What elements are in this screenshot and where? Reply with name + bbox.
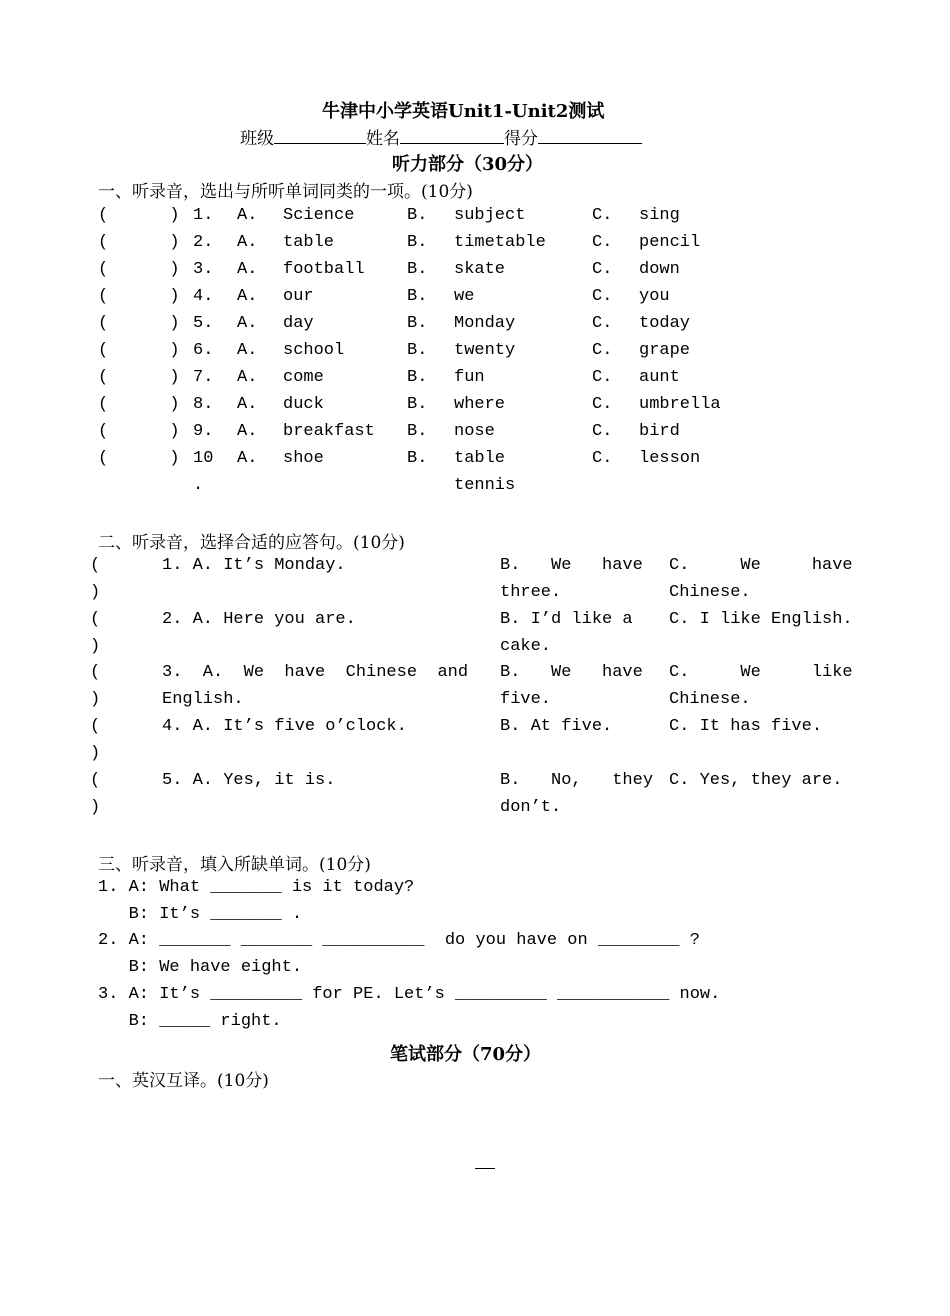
answer-paren-open: (: [90, 663, 101, 682]
option-letter: B.: [407, 314, 428, 333]
question-number: 4.: [193, 287, 214, 306]
option-letter: C.: [592, 422, 613, 441]
option-b: B. I’d like a: [500, 610, 633, 629]
option-letter: C.: [592, 260, 613, 279]
student-info-line: [240, 124, 642, 149]
option-letter: A.: [237, 287, 258, 306]
option-a: school: [283, 341, 345, 360]
answer-paren-open: (: [90, 717, 101, 736]
option-b: we: [454, 287, 475, 306]
question-number: 5.: [193, 314, 214, 333]
option-letter: A.: [237, 368, 258, 387]
section3-line-6: B: _____ right.: [98, 1012, 282, 1031]
class-blank[interactable]: [274, 127, 366, 144]
option-c: aunt: [639, 368, 680, 387]
option-c: today: [639, 314, 691, 333]
answer-paren-close: ): [90, 637, 101, 656]
option-b: B. We have: [500, 663, 643, 682]
option-letter: C.: [592, 233, 613, 252]
option-c: you: [639, 287, 670, 306]
option-a: duck: [283, 395, 324, 414]
option-c: pencil: [639, 233, 701, 252]
option-letter: C.: [592, 314, 613, 333]
option-letter: B.: [407, 368, 428, 387]
answer-paren-close: ): [90, 798, 101, 817]
question-number: 1.: [193, 206, 214, 225]
option-c: bird: [639, 422, 680, 441]
footer-dash: [475, 1168, 495, 1169]
option-a: football: [283, 260, 365, 279]
answer-paren: ( ): [98, 260, 180, 279]
class-label: 班级: [240, 129, 274, 149]
option-b-cont: don’t.: [500, 798, 562, 817]
option-b: B. No, they: [500, 771, 654, 790]
option-b: B. At five.: [500, 717, 613, 736]
option-c: sing: [639, 206, 680, 225]
option-letter: A.: [237, 260, 258, 279]
option-letter: C.: [592, 395, 613, 414]
option-c: down: [639, 260, 680, 279]
option-a: 5. A. Yes, it is.: [162, 771, 336, 790]
option-b: timetable: [454, 233, 546, 252]
question-number-cont: .: [193, 476, 204, 495]
option-a: 2. A. Here you are.: [162, 610, 356, 629]
section3-line-5: 3. A: It’s _________ for PE. Let’s _________ ___________ now.: [98, 985, 721, 1004]
option-b: subject: [454, 206, 526, 225]
answer-paren-close: ): [90, 583, 101, 602]
answer-paren: ( ): [98, 287, 180, 306]
option-c: grape: [639, 341, 691, 360]
option-a: shoe: [283, 449, 324, 468]
section3-line-1: 1. A: What _______ is it today?: [98, 878, 415, 897]
written-heading: 一、英汉互译。(10分): [98, 1071, 269, 1091]
option-a: 4. A. It’s five o’clock.: [162, 717, 407, 736]
option-letter: A.: [237, 395, 258, 414]
answer-paren-close: ): [90, 744, 101, 763]
option-a: day: [283, 314, 314, 333]
option-c: C. We have: [669, 556, 853, 575]
option-b-cont: five.: [500, 690, 552, 709]
written-title: 笔试部分（70分）: [390, 1044, 542, 1065]
section3-heading: 三、听录音，填入所缺单词。(10分): [98, 855, 371, 875]
option-c: lesson: [639, 449, 701, 468]
option-b: fun: [454, 368, 485, 387]
option-b-cont: tennis: [454, 476, 516, 495]
option-b-cont: cake.: [500, 637, 552, 656]
option-letter: C.: [592, 368, 613, 387]
section3-line-2: B: It’s _______ .: [98, 905, 303, 924]
answer-paren-open: (: [90, 771, 101, 790]
section3-line-3: 2. A: _______ _______ __________ do you have on ________ ?: [98, 931, 700, 950]
question-number: 8.: [193, 395, 214, 414]
answer-paren-open: (: [90, 610, 101, 629]
answer-paren: ( ): [98, 341, 180, 360]
option-letter: B.: [407, 395, 428, 414]
option-c-cont: Chinese.: [669, 690, 751, 709]
option-b: B. We have: [500, 556, 643, 575]
question-number: 9.: [193, 422, 214, 441]
option-a: table: [283, 233, 335, 252]
option-letter: B.: [407, 287, 428, 306]
option-letter: C.: [592, 449, 613, 468]
question-number: 2.: [193, 233, 214, 252]
option-letter: B.: [407, 341, 428, 360]
option-a: Science: [283, 206, 355, 225]
option-a-cont: English.: [162, 690, 244, 709]
name-label: 姓名: [366, 129, 400, 149]
option-letter: B.: [407, 422, 428, 441]
option-letter: B.: [407, 206, 428, 225]
question-number: 3.: [193, 260, 214, 279]
option-c: C. It has five.: [669, 717, 823, 736]
score-label: 得分: [504, 129, 538, 149]
page-title: 牛津中小学英语Unit1-Unit2测试: [322, 101, 605, 122]
option-a: come: [283, 368, 324, 387]
score-blank[interactable]: [538, 127, 642, 144]
option-a: 1. A. It’s Monday.: [162, 556, 346, 575]
section3-line-4: B: We have eight.: [98, 958, 303, 977]
option-letter: A.: [237, 449, 258, 468]
answer-paren-open: (: [90, 556, 101, 575]
answer-paren-close: ): [90, 690, 101, 709]
answer-paren: ( ): [98, 449, 180, 468]
option-c-cont: Chinese.: [669, 583, 751, 602]
answer-paren: ( ): [98, 314, 180, 333]
answer-paren: ( ): [98, 395, 180, 414]
question-number: 6.: [193, 341, 214, 360]
option-a: breakfast: [283, 422, 375, 441]
option-a: our: [283, 287, 314, 306]
option-letter: A.: [237, 341, 258, 360]
option-letter: A.: [237, 422, 258, 441]
name-blank[interactable]: [400, 127, 504, 144]
option-c: umbrella: [639, 395, 721, 414]
option-letter: B.: [407, 260, 428, 279]
option-c: C. Yes, they are.: [669, 771, 843, 790]
option-b: nose: [454, 422, 495, 441]
option-letter: B.: [407, 233, 428, 252]
option-b: skate: [454, 260, 506, 279]
option-a: 3. A. We have Chinese and: [162, 663, 469, 682]
question-number: 10: [193, 449, 214, 468]
option-letter: C.: [592, 206, 613, 225]
answer-paren: ( ): [98, 206, 180, 225]
option-b: where: [454, 395, 506, 414]
section1-heading: 一、听录音，选出与所听单词同类的一项。(10分): [98, 182, 473, 202]
option-b: Monday: [454, 314, 516, 333]
section2-heading: 二、听录音，选择合适的应答句。(10分): [98, 533, 405, 553]
answer-paren: ( ): [98, 368, 180, 387]
option-b: twenty: [454, 341, 516, 360]
option-b-cont: three.: [500, 583, 562, 602]
option-letter: C.: [592, 287, 613, 306]
option-letter: A.: [237, 233, 258, 252]
option-letter: B.: [407, 449, 428, 468]
option-b: table: [454, 449, 506, 468]
listening-title: 听力部分（30分）: [392, 154, 544, 175]
answer-paren: ( ): [98, 233, 180, 252]
answer-paren: ( ): [98, 422, 180, 441]
question-number: 7.: [193, 368, 214, 387]
option-c: C. I like English.: [669, 610, 853, 629]
option-letter: A.: [237, 314, 258, 333]
option-c: C. We like: [669, 663, 853, 682]
option-letter: C.: [592, 341, 613, 360]
option-letter: A.: [237, 206, 258, 225]
